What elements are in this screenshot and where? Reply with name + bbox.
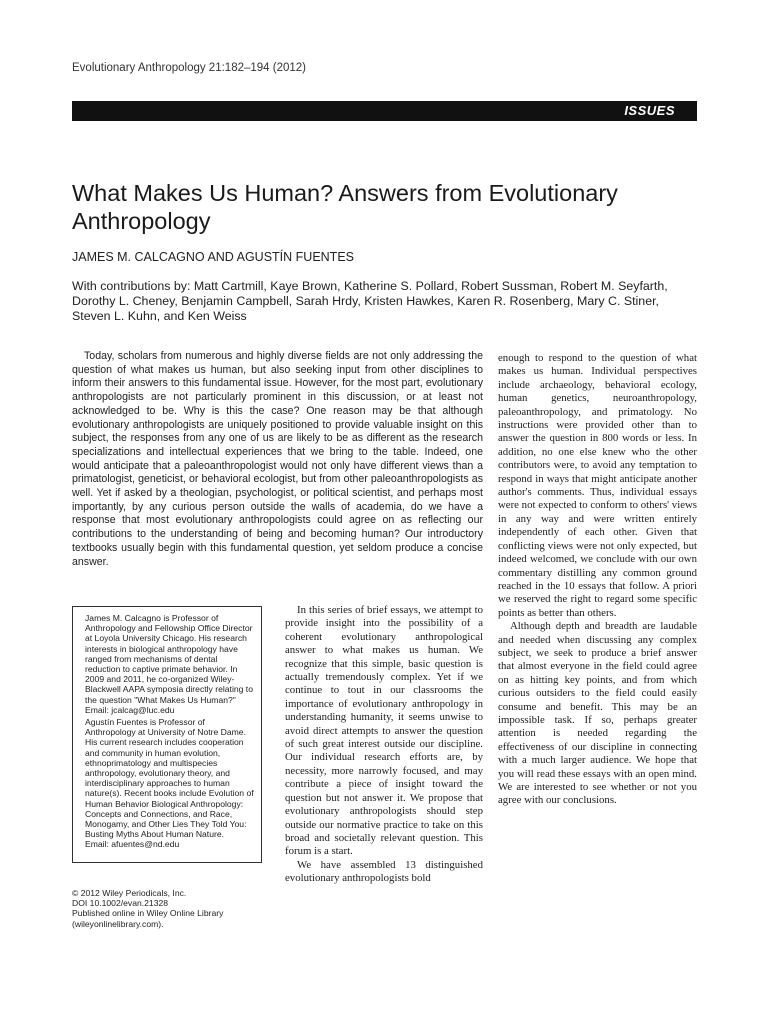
- body-column-middle: [285, 604, 483, 886]
- section-label: ISSUES: [624, 103, 675, 118]
- running-head: Evolutionary Anthropology 21:182–194 (2012): [72, 62, 307, 74]
- body-paragraph: enough to respond to the question of what makes us human. Individual perspectives include archaeology, behavioral ecology, human genetics, neuroanthropology, paleoanthropology, and primatology. No instructions were provided other than to answer the question in 800 words or less. In addition, no one else knew who the other contributors were, to avoid any temptation to respond in ways that might anticipate another author's comments. Thus, individual essays were not expected to conform to others' views in any way and were written entirely independently of each other. Given that conflicting views were not only expected, but indeed welcomed, we conclude with our own commentary distilling any common ground reached in the 10 essays that follow. A priori we reserved the right to regard some specific points as better than others.: [498, 352, 697, 619]
- abstract: Today, scholars from numerous and highly diverse fields are not only addressing the question of what makes us human, but also seeking input from other disciplines to inform their answers to this fundamental issue. However, for the most part, evolutionary anthropologists are not particularly prominent in this discussion, or at least not acknowledged to be. Why is this the case? One reason may be that although evolutionary anthropologists are uniquely positioned to provide valuable insight on this subject, the responses from any one of us are likely to be as different as the research specializations and intellectual experiences that we bring to the table. Indeed, one would anticipate that a paleoanthropologist would not only have different views than a primatologist, geneticist, or behavioral ecologist, but from other paleoanthropologists as well. Yet if asked by a theologian, psychologist, or political scientist, and perhaps most importantly, by any curious person outside the walls of academia, do we have a response that most evolutionary anthropologists could agree on as reflecting our contributions to the understanding of being and becoming human? Our introductory textbooks usually begin with this fundamental question, yet seldom produce a concise answer.: [72, 350, 483, 568]
- author-bio-box: [72, 606, 262, 863]
- authors: JAMES M. CALCAGNO AND AGUSTÍN FUENTES: [72, 250, 354, 264]
- body-paragraph: We have assembled 13 distinguished evolutionary anthropologists bold: [285, 858, 483, 885]
- body-paragraph: In this series of brief essays, we attempt to provide insight into the possibility of a coherent evolutionary anthropological answer to what makes us human. We recognize that this simple, basic question is actually tremendously complex. Yet if we continue to tout in our classrooms the importance of evolutionary anthropology in understanding humanity, it seems unwise to avoid direct attempts to answer the question of such great interest outside our discipline. Our individual research efforts are, by necessity, more narrowly focused, and may contribute a piece of insight toward the question but not answer it. We propose that evolutionary anthropologists should step outside our normative practice to take on this broad and societally relevant question. This forum is a start.: [285, 604, 483, 858]
- bio-calcagno: James M. Calcagno is Professor of Anthropology and Fellowship Office Director at Loyola University Chicago. His research interests in biological anthropology have ranged from mechanisms of dental reduction to captive primate behavior. In 2009 and 2011, he co-organized Wiley-Blackwell AAPA symposia directly relating to the question "What Makes Us Human?" Email: jcalcag@luc.edu: [85, 613, 253, 715]
- body-paragraph: Although depth and breadth are laudable and needed when discussing any complex subject, we seek to produce a brief answer that almost everyone in the field could agree on as hitting key points, and from which curious outsiders to the field could easily consume and benefit. This may be an impossible task. If so, perhaps greater attention is needed regarding the effectiveness of our discipline in connecting with a much larger audience. We hope that you will read these essays with an open mind. We are interested to see whether or not you agree with our conclusions.: [498, 620, 697, 807]
- copyright-notice: © 2012 Wiley Periodicals, Inc. DOI 10.1002/evan.21328 Published online in Wiley Online Library (wileyonlinelibrary.com).: [72, 888, 224, 929]
- body-column-right: [498, 352, 697, 808]
- section-bar: [72, 101, 697, 121]
- contributors: With contributions by: Matt Cartmill, Kaye Brown, Katherine S. Pollard, Robert Sussman, Robert M. Seyfarth, Dorothy L. Cheney, Benjamin Campbell, Sarah Hrdy, Kristen Hawkes, Karen R. Rosenberg, Mary C. Stiner, Steven L. Kuhn, and Ken Weiss: [72, 279, 668, 324]
- bio-fuentes: Agustín Fuentes is Professor of Anthropology at University of Notre Dame. His current research includes cooperation and community in human evolution, ethnoprimatology and multispecies anthropology, evolutionary theory, and interdisciplinary approaches to human nature(s). Recent books include Evolution of Human Behavior Biological Anthropology: Concepts and Connections, and Race, Monogamy, and Other Lies They Told You: Busting Myths About Human Nature. Email: afuentes@nd.edu: [85, 717, 254, 850]
- article-title: What Makes Us Human? Answers from Evolutionary Anthropology: [72, 180, 618, 234]
